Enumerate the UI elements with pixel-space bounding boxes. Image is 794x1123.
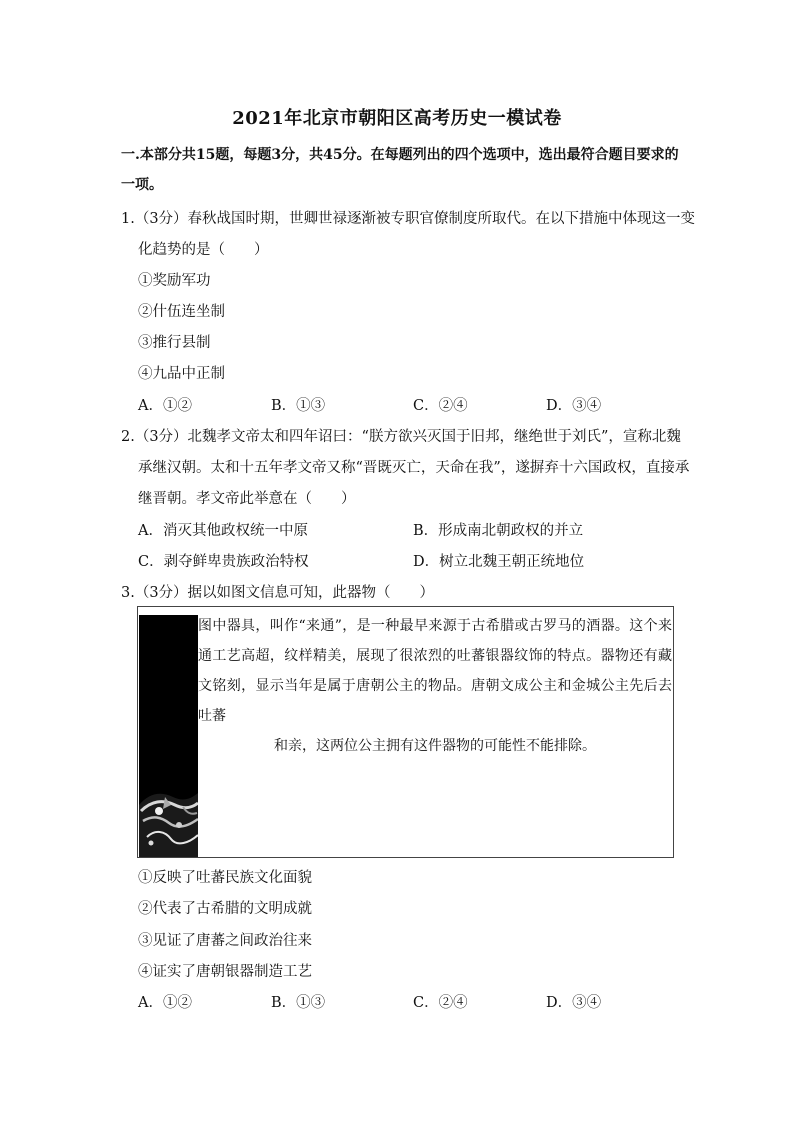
q1-item-3: ③推行县制 (138, 335, 211, 351)
q3-choice-a[interactable]: A．①② (138, 995, 192, 1011)
q3-item-2: ②代表了古希腊的文明成就 (138, 901, 312, 917)
q2-choice-a[interactable]: A．消灭其他政权统一中原 (138, 523, 308, 539)
q1-item-2: ②什伍连坐制 (138, 304, 225, 320)
q1-choice-b[interactable]: B．①③ (271, 398, 326, 414)
q2-choice-b[interactable]: B．形成南北朝政权的并立 (413, 523, 584, 539)
q1-stem-line2: 化趋势的是（ ） (138, 242, 269, 258)
q2-stem-line1: 2.（3分）北魏孝文帝太和四年诏曰：“朕方欲兴灭国于旧邦，继绝世于刘氏”，宣称北魏 (121, 429, 681, 445)
q1-choice-d[interactable]: D．③④ (546, 398, 602, 414)
q1-stem-line1: 1.（3分）春秋战国时期，世卿世禄逐渐被专职官僚制度所取代。在以下措施中体现这一变 (121, 211, 696, 227)
q3-stem: 3.（3分）据以如图文信息可知，此器物（ ） (121, 585, 435, 601)
page-title: 2021年北京市朝阳区高考历史一模试卷 (232, 108, 562, 129)
q2-stem-line2: 承继汉朝。太和十五年孝文帝又称“晋既灭亡，天命在我”，遂摒弃十六国政权，直接承 (138, 460, 690, 476)
q3-item-1: ①反映了吐蕃民族文化面貌 (138, 870, 312, 886)
q1-item-1: ①奖励军功 (138, 273, 211, 289)
rhyton-image (139, 615, 198, 857)
q2-choice-c[interactable]: C．剥夺鲜卑贵族政治特权 (138, 554, 309, 570)
q2-choice-d[interactable]: D．树立北魏王朝正统地位 (413, 554, 585, 570)
q2-stem-line3: 继晋朝。孝文帝此举意在（ ） (138, 491, 356, 507)
q1-choice-c[interactable]: C．②④ (413, 398, 468, 414)
q3-choice-d[interactable]: D．③④ (546, 995, 602, 1011)
q3-choice-c[interactable]: C．②④ (413, 995, 468, 1011)
rhyton-photo-icon (139, 615, 198, 857)
q1-item-4: ④九品中正制 (138, 366, 225, 382)
q3-material-box (137, 606, 674, 858)
q3-item-4: ④证实了唐朝银器制造工艺 (138, 964, 312, 980)
q3-item-3: ③见证了唐蕃之间政治往来 (138, 933, 312, 949)
q3-material-text (198, 611, 672, 761)
q1-choice-a[interactable]: A．①② (138, 398, 192, 414)
q3-choice-b[interactable]: B．①③ (271, 995, 326, 1011)
q3-material-paragraph: 图中器具，叫作“来通”，是一种最早来源于古希腊或古罗马的酒器。这个来通工艺高超，纹样精美，展现了很浓烈的吐蕃银器纹饰的特点。器物还有藏文铭刻，显示当年是属于唐朝公主的物品。唐朝文成公主和金城公主先后去吐蕃 (198, 618, 672, 724)
section-instruction: 一.本部分共15题，每题3分，共45分。在每题列出的四个选项中，选出最符合题目要求的一项。 (121, 147, 679, 193)
q3-material-last-line: 和亲，这两位公主拥有这件器物的可能性不能排除。 (274, 738, 596, 754)
